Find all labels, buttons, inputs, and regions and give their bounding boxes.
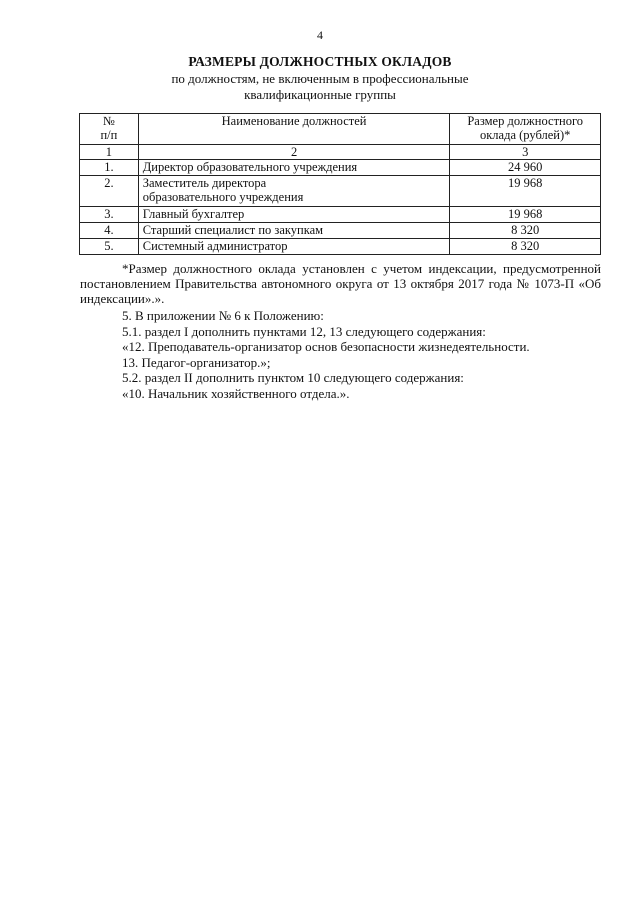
footnote-text: *Размер должностного оклада установлен с учетом индексации, предусмотренной постановлением Правительства автономного округа от 13 октября 2017 года № 1073-П «Об индексации».». <box>80 261 601 306</box>
subtitle-line: квалификационные группы <box>244 87 396 102</box>
header-salary-size <box>450 114 601 145</box>
row-number: 3. <box>80 207 139 223</box>
document-subtitle <box>0 71 640 103</box>
page-number: 4 <box>317 28 323 42</box>
body-line: 5.1. раздел I дополнить пунктами 12, 13 следующего содержания: <box>122 323 486 339</box>
header-size-line: Размер должностного <box>467 114 584 128</box>
header-position-name: Наименование должностей <box>138 114 450 145</box>
salary-table <box>79 113 601 255</box>
row-position-line: Заместитель директора <box>142 176 267 190</box>
index-cell: 2 <box>138 145 450 160</box>
footnote <box>80 261 601 306</box>
body-line: 13. Педагог-организатор.»; <box>122 354 271 370</box>
body-line: «10. Начальник хозяйственного отдела.». <box>122 385 350 401</box>
subtitle-line: по должностям, не включенным в профессиональные <box>171 71 469 86</box>
amendment-text <box>122 308 602 402</box>
row-salary: 8 320 <box>450 239 601 255</box>
header-size-line: оклада (рублей)* <box>479 128 571 142</box>
row-salary: 19 968 <box>450 176 601 207</box>
row-salary: 24 960 <box>450 160 601 176</box>
table-row <box>80 176 601 207</box>
row-position-line: образовательного учреждения <box>142 190 304 204</box>
table-index-row <box>80 145 601 160</box>
table-header-row <box>80 114 601 145</box>
row-number: 1. <box>80 160 139 176</box>
row-position: Системный администратор <box>138 239 450 255</box>
body-line: «12. Преподаватель-организатор основ безопасности жизнедеятельности. <box>122 339 530 355</box>
row-salary: 8 320 <box>450 223 601 239</box>
document-title: РАЗМЕРЫ ДОЛЖНОСТНЫХ ОКЛАДОВ <box>188 54 452 69</box>
row-position: Директор образовательного учреждения <box>138 160 450 176</box>
index-cell: 3 <box>450 145 601 160</box>
table-row <box>80 223 601 239</box>
table-row <box>80 207 601 223</box>
row-number: 4. <box>80 223 139 239</box>
header-number <box>80 114 139 145</box>
row-salary: 19 968 <box>450 207 601 223</box>
table-row <box>80 239 601 255</box>
index-cell: 1 <box>80 145 139 160</box>
body-line: 5. В приложении № 6 к Положению: <box>122 308 324 323</box>
header-number-line: п/п <box>100 128 118 142</box>
table-row <box>80 160 601 176</box>
row-position: Главный бухгалтер <box>138 207 450 223</box>
header-number-line: № <box>102 114 115 128</box>
row-position <box>138 176 450 207</box>
row-number: 5. <box>80 239 139 255</box>
body-line: 5.2. раздел II дополнить пунктом 10 следующего содержания: <box>122 370 464 386</box>
row-number: 2. <box>80 176 139 207</box>
row-position: Старший специалист по закупкам <box>138 223 450 239</box>
